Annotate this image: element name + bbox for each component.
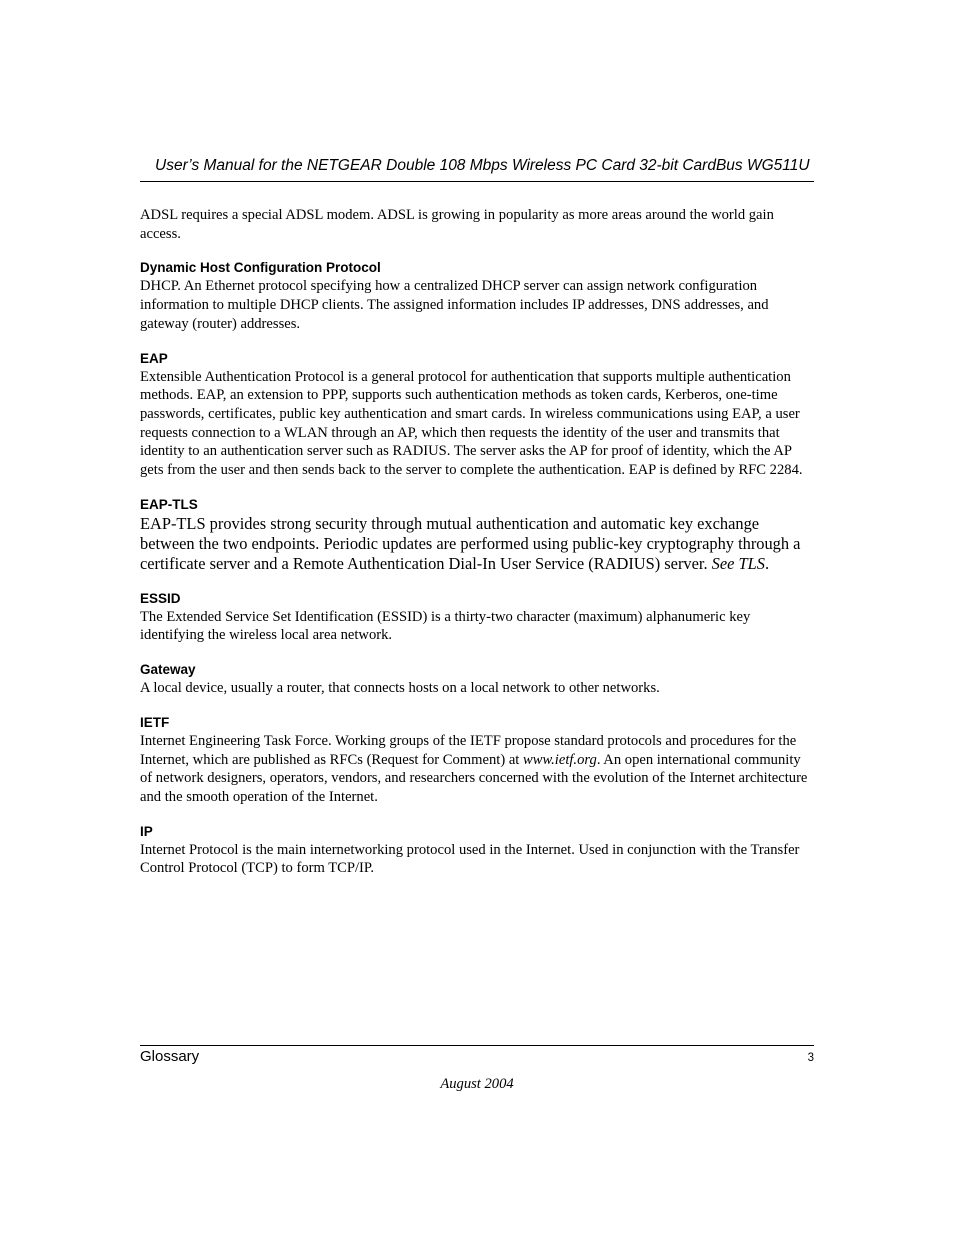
glossary-entry-ietf xyxy=(140,714,814,807)
page-number: 3 xyxy=(807,1052,814,1064)
header-rule xyxy=(140,181,814,182)
glossary-entry-dhcp xyxy=(140,259,814,333)
see-also-reference: See TLS xyxy=(711,553,765,573)
see-also-suffix: . xyxy=(764,553,770,573)
definition-text: . An open international community of network designers, operators, vendors, and researchers concerned with the evolution of the Internet architecture and the smooth operation of the Internet. xyxy=(140,751,808,805)
definition-text: EAP-TLS provides strong security through mutual authentication and automatic key exchange between the two endpoints. Periodic updates are performed using public-key cryptography through a certificate server and a Remote Authentication Dial-In User Service (RADIUS) server. xyxy=(140,513,801,573)
running-header-title: User’s Manual for the NETGEAR Double 108 Mbps Wireless PC Card 32-bit CardBus WG511U xyxy=(155,157,810,174)
glossary-entry-eap xyxy=(140,350,814,480)
glossary-entry-ip xyxy=(140,823,814,878)
term-definition xyxy=(140,732,814,807)
term-heading: IETF xyxy=(140,714,170,730)
term-definition xyxy=(140,514,814,574)
website-link[interactable]: www.ietf.org xyxy=(523,751,597,768)
footer-section-name: Glossary xyxy=(140,1048,200,1065)
term-heading: Gateway xyxy=(140,662,196,678)
term-heading: EAP-TLS xyxy=(140,496,198,512)
term-heading: IP xyxy=(140,823,153,839)
glossary-entry-eap-tls xyxy=(140,496,814,574)
glossary-entry-gateway xyxy=(140,661,814,698)
term-definition: DHCP. An Ethernet protocol specifying how a centralized DHCP server can assign network configuration information to multiple DHCP clients. The assigned information includes IP addresses, DNS addresses, and gateway (router) addresses. xyxy=(140,278,769,332)
footer-date: August 2004 xyxy=(440,1076,514,1092)
intro-paragraph: ADSL requires a special ADSL modem. ADSL is growing in popularity as more areas around the world gain access. xyxy=(140,207,774,242)
term-heading: ESSID xyxy=(140,590,181,606)
footer-rule xyxy=(140,1045,814,1046)
definition-text: Internet Engineering Task Force. Working groups of the IETF propose standard protocols and procedures for the Internet, which are published as RFCs (Request for Comment) at xyxy=(140,732,797,768)
term-heading: Dynamic Host Configuration Protocol xyxy=(140,260,381,276)
glossary-entry-essid xyxy=(140,590,814,645)
term-definition: Internet Protocol is the main internetworking protocol used in the Internet. Used in conjunction with the Transfer Control Protocol (TCP) to form TCP/IP. xyxy=(140,841,800,877)
term-definition: The Extended Service Set Identification (ESSID) is a thirty-two character (maximum) alphanumeric key identifying the wireless local area network. xyxy=(140,608,751,644)
term-heading: EAP xyxy=(140,350,168,366)
glossary-content xyxy=(140,206,814,878)
term-definition: A local device, usually a router, that connects hosts on a local network to other networks. xyxy=(140,680,660,697)
term-definition: Extensible Authentication Protocol is a general protocol for authentication that supports multiple authentication methods. EAP, an extension to PPP, supports such authentication methods as token cards, Kerberos, one-time passwords, certificates, public key authentication and smart cards. In wireless communications using EAP, a user requests connection to a WLAN through an AP, which then requests the identity of the user and transmits that identity to an authentication server such as RADIUS. The server asks the AP for proof of identity, which the AP gets from the user and then sends back to the server to complete the authentication. EAP is defined by RFC 2284. xyxy=(140,368,803,479)
